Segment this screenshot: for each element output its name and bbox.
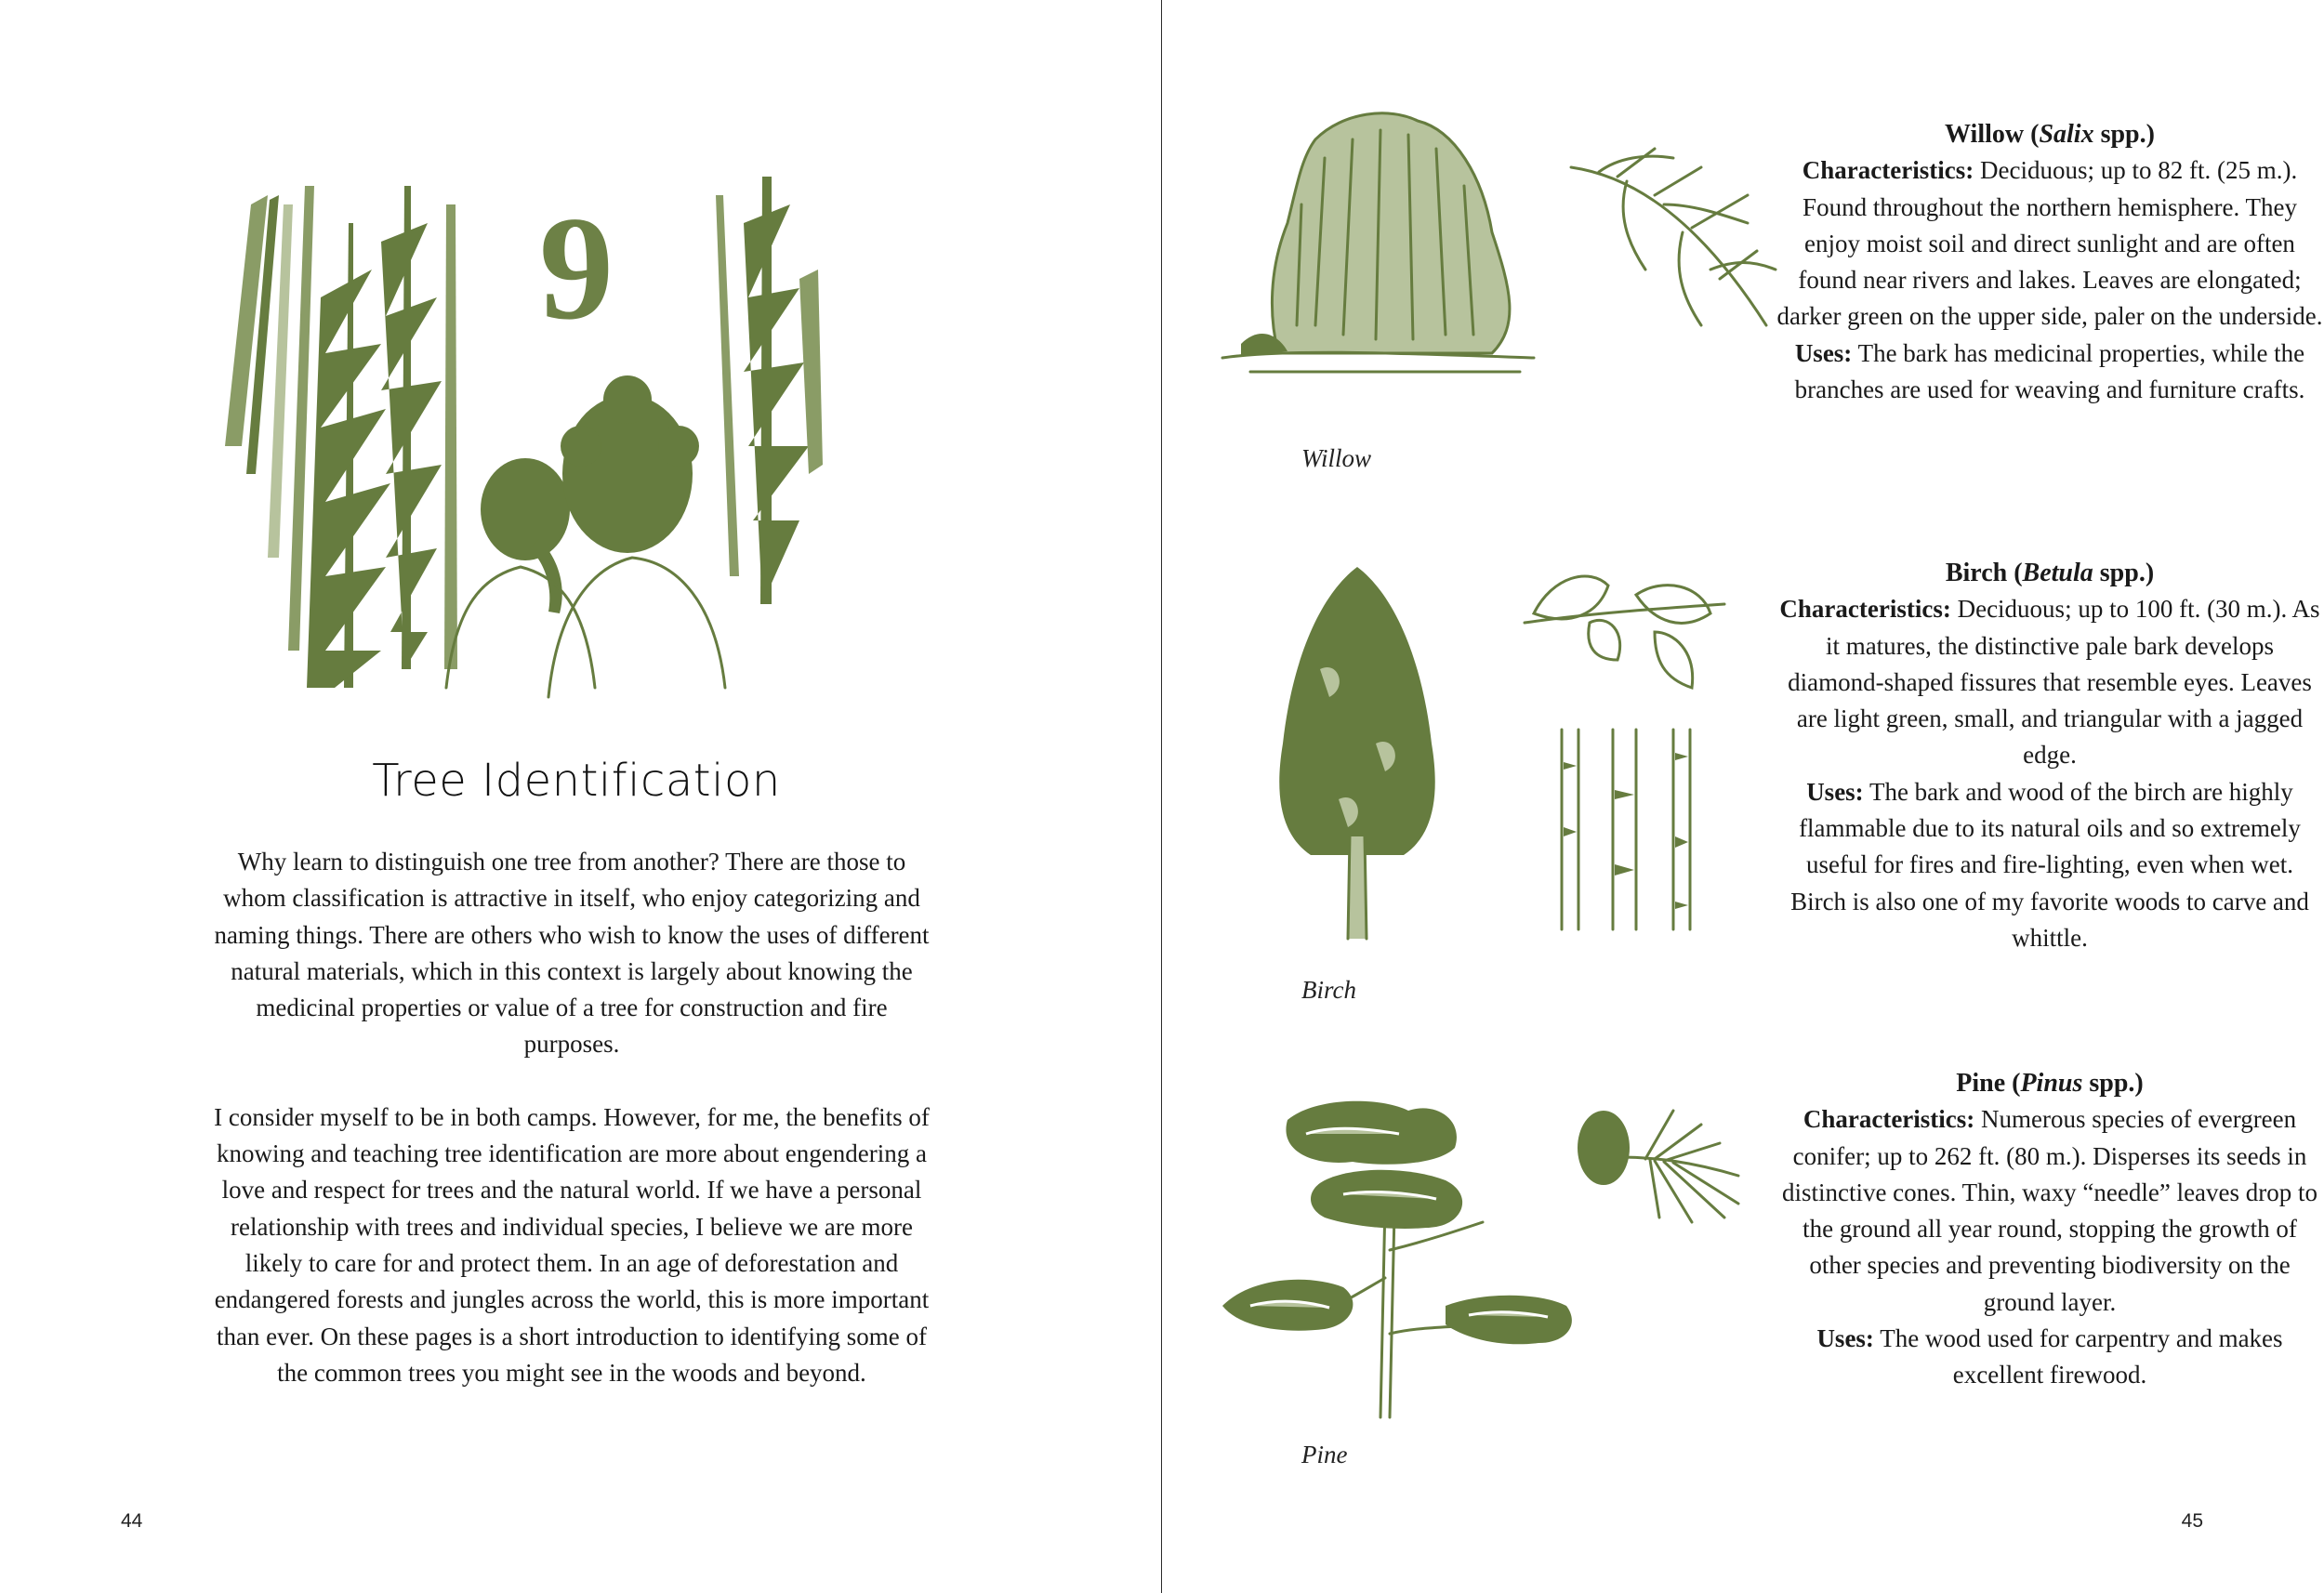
birch-name: Birch <box>1945 559 2008 587</box>
willow-tree-illustration <box>1213 102 1548 381</box>
pine-entry <box>1776 1065 2324 1394</box>
pine-uses-label: Uses: <box>1816 1324 1874 1353</box>
page-number-left: 44 <box>121 1510 143 1532</box>
pine-title: Pine (Pinus spp.) <box>1956 1069 2144 1098</box>
willow-suffix: spp.) <box>2100 120 2155 149</box>
pine-latin: Pinus <box>2020 1069 2083 1098</box>
birch-characteristics: Deciduous; up to 100 ft. (30 m.). As it matures, the distinctive pale bark develops diamond-shaped fissures that resemble eyes. Leaves are light green, small, and triangular with a jagged edge. <box>1788 595 2320 770</box>
pine-name: Pine <box>1956 1069 2006 1098</box>
pine-characteristics-label: Characteristics: <box>1802 1105 1975 1134</box>
birch-uses-label: Uses: <box>1806 777 1864 806</box>
intro-paragraph-2: I consider myself to be in both camps. However, for me, the benefits of knowing and teaching tree identification are more about engendering a love and respect for trees and the natural world. If we have a personal relationship with trees and individual species, I believe we are more likely to care for and protect them. In an age of deforestation and endangered forests and jungles across the world, this is more important than ever. On these pages is a short introduction to identifying some of the common trees you might see in the woods and beyond. <box>214 1102 930 1387</box>
willow-leaf-branch-illustration <box>1562 139 1785 344</box>
birch-characteristics-label: Characteristics: <box>1779 595 1951 624</box>
birch-entry <box>1776 555 2324 956</box>
birch-caption: Birch <box>1301 976 1356 1004</box>
intro-text <box>209 844 934 1428</box>
chapter-title: Tree Identification <box>372 755 781 807</box>
pine-caption: Pine <box>1301 1441 1348 1468</box>
willow-uses: The bark has medicinal properties, while the branches are used for weaving and furniture crafts. <box>1794 338 2305 404</box>
birch-latin: Betula <box>2022 559 2093 587</box>
birch-leaves-illustration <box>1515 558 1729 697</box>
birch-suffix: spp.) <box>2099 559 2155 587</box>
pine-cone-needles-illustration <box>1562 1092 1748 1231</box>
pine-uses: The wood used for carpentry and makes excellent firewood. <box>1880 1324 2283 1389</box>
willow-characteristics: Deciduous; up to 82 ft. (25 m.). Found throughout the northern hemisphere. They enjoy moist soil and direct sunlight and are often found near rivers and lakes. Leaves are elongated; darker green on the upper side, paler on the underside. <box>1776 156 2323 331</box>
willow-characteristics-label: Characteristics: <box>1802 156 1974 185</box>
right-page <box>1162 0 2324 1593</box>
willow-entry <box>1776 116 2324 408</box>
birch-tree-illustration <box>1264 558 1450 948</box>
birch-uses: The bark and wood of the birch are highly flammable due to its natural oils and so extremely useful for fires and fire-lighting, even when wet. Birch is also one of my favorite woods to carve and whittle. <box>1790 777 2309 952</box>
page-number-right: 45 <box>2181 1510 2203 1532</box>
willow-uses-label: Uses: <box>1794 338 1853 367</box>
intro-paragraph-1: Why learn to distinguish one tree from another? There are those to whom classification is attractive in itself, who enjoy categorizing and naming things. There are others who wish to know the uses of different natural materials, which in this context is largely about knowing the medicinal properties or value of a tree for construction and fire purposes. <box>214 848 930 1059</box>
birch-bark-illustration <box>1543 725 1729 934</box>
willow-latin: Salix <box>2039 120 2094 149</box>
chapter-number: 9 <box>539 185 614 350</box>
pine-characteristics: Numerous species of evergreen conifer; up to 262 ft. (80 m.). Disperses its seeds in distinctive cones. Thin, waxy “needle” leaves drop to the ground all year round, stopping the growth of other species and preventing biodiversity on the ground layer. <box>1781 1105 2318 1316</box>
birch-title: Birch (Betula spp.) <box>1945 559 2155 587</box>
pine-suffix: spp.) <box>2089 1069 2144 1098</box>
willow-caption: Willow <box>1301 444 1372 472</box>
willow-name: Willow <box>1945 120 2025 149</box>
pine-tree-illustration <box>1213 1092 1585 1427</box>
willow-title: Willow (Salix spp.) <box>1945 120 2155 149</box>
